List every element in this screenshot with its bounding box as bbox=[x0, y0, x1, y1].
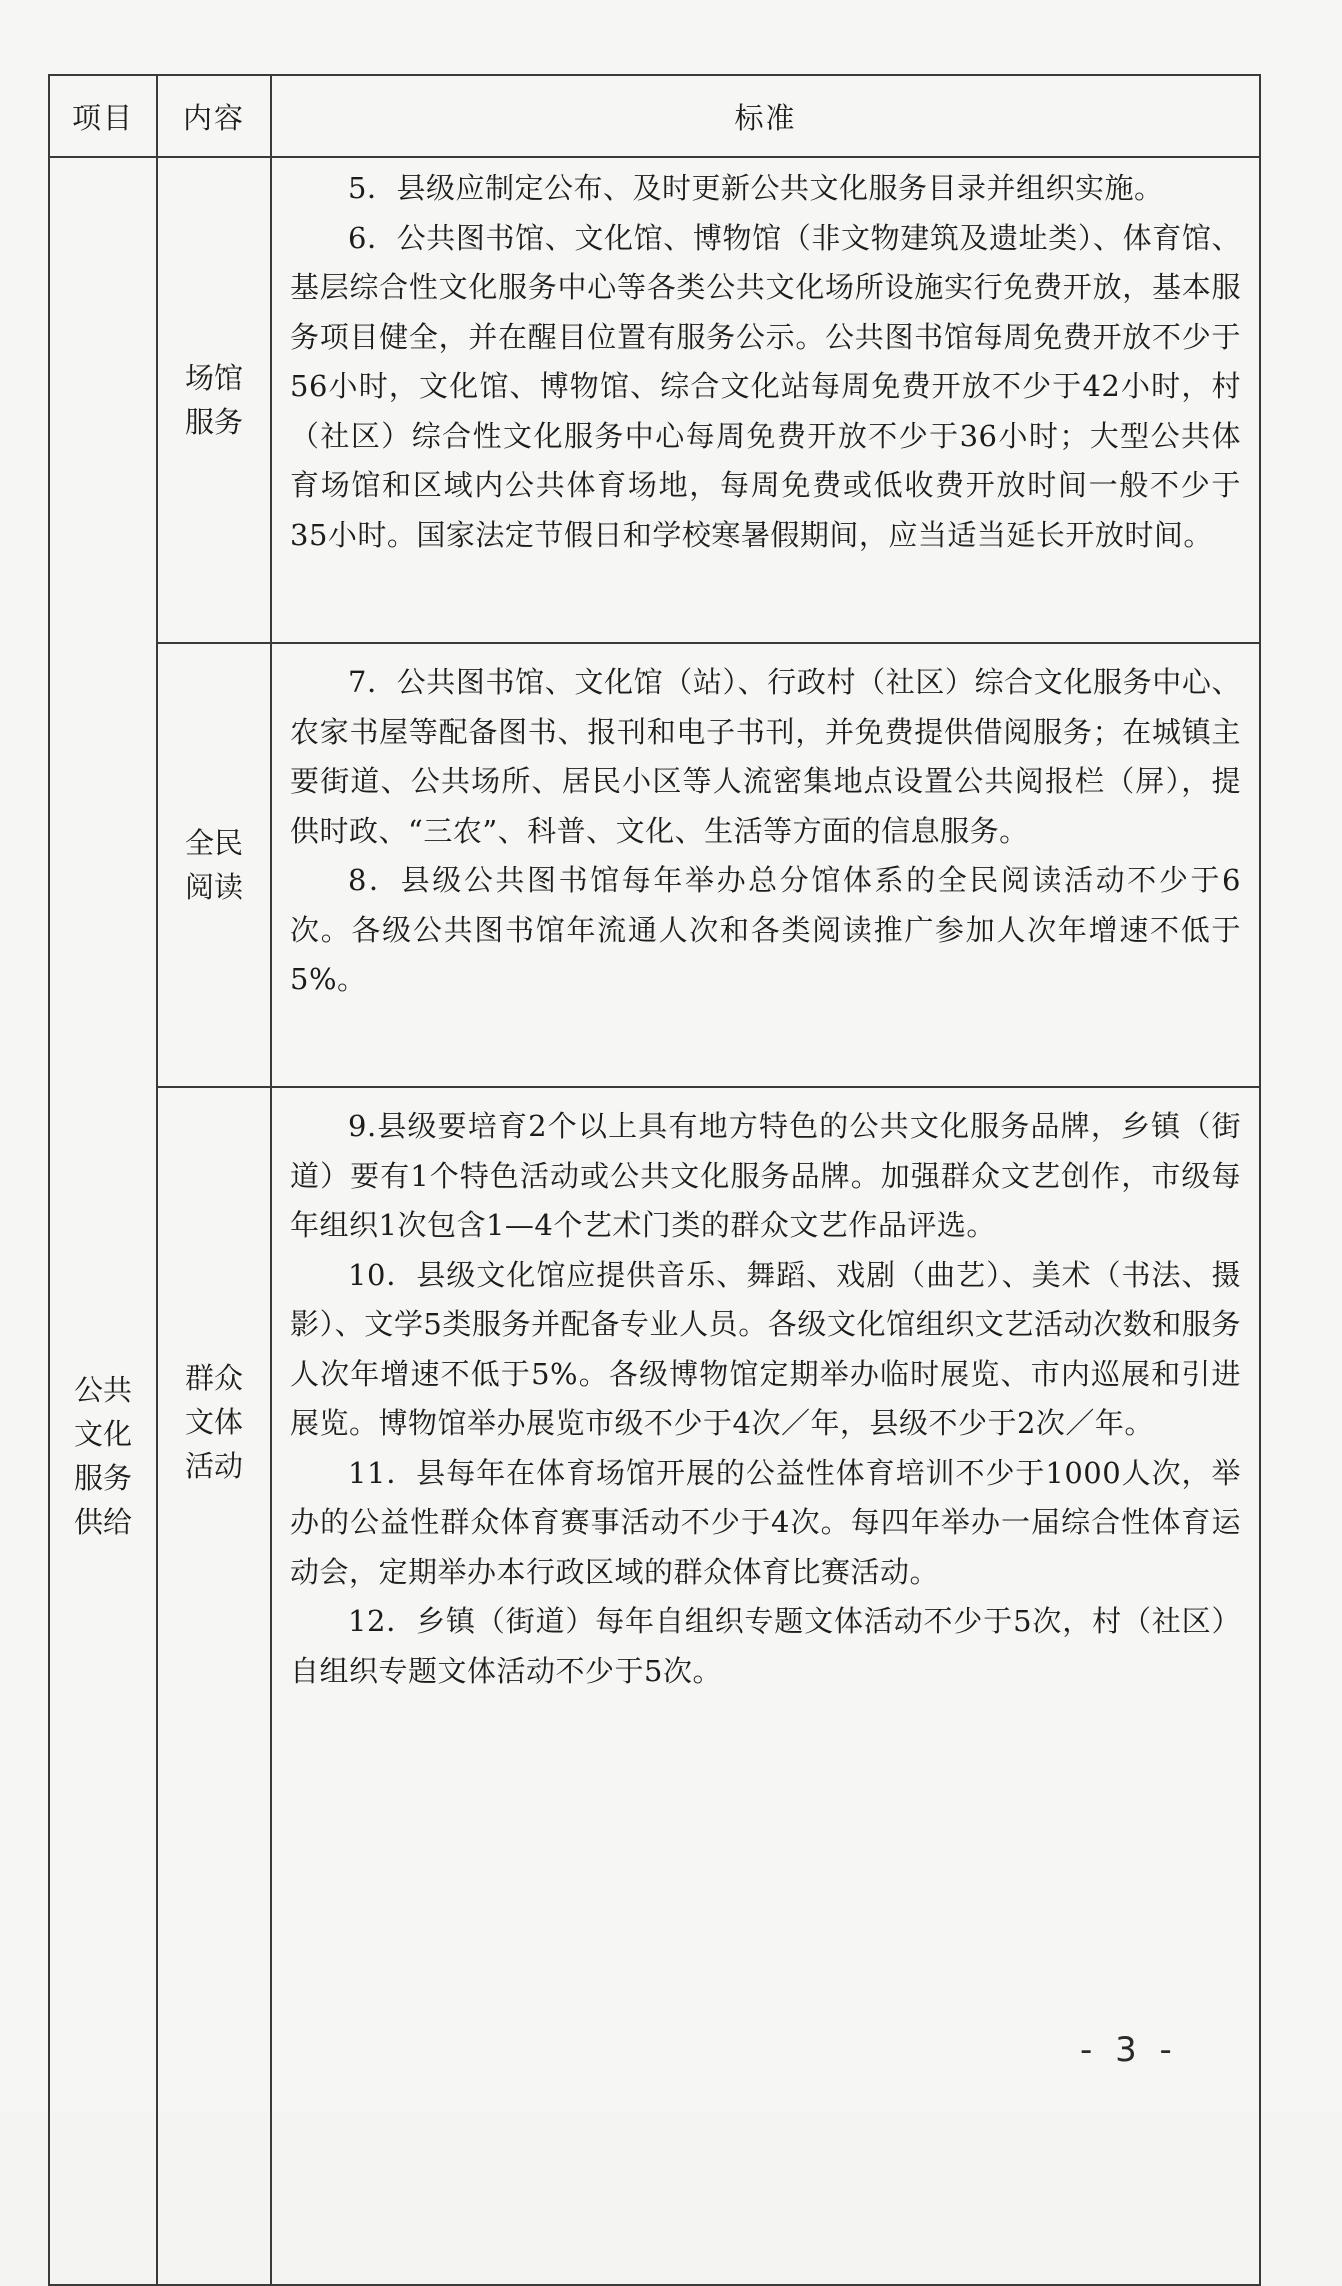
header-content: 内容 bbox=[157, 75, 271, 157]
item-cell-public-culture-supply bbox=[49, 157, 157, 2285]
table-header-row bbox=[49, 75, 1260, 157]
standard-cell-national-reading bbox=[271, 643, 1260, 1087]
header-item: 项目 bbox=[49, 75, 157, 157]
content-cell-national-reading bbox=[157, 643, 271, 1087]
item-label-line: 供给 bbox=[73, 1505, 132, 1539]
content-label-line: 活动 bbox=[184, 1449, 243, 1483]
standard-paragraph: 5．县级应制定公布、及时更新公共文化服务目录并组织实施。 bbox=[348, 171, 1164, 205]
standard-paragraph: 9.县级要培育2个以上具有地方特色的公共文化服务品牌，乡镇（街道）要有1个特色活动或公共文化服务品牌。加强群众文艺创作，市级每年组织1次包含1—4个艺术门类的群众文艺作品评选。 bbox=[290, 1109, 1241, 1242]
content-label-line: 群众 bbox=[184, 1361, 243, 1395]
header-standard: 标准 bbox=[271, 75, 1260, 157]
standard-cell-mass-activities bbox=[271, 1087, 1260, 2285]
table-row-mass-activities bbox=[49, 1087, 1260, 2285]
content-label-line: 全民 bbox=[184, 826, 243, 860]
content-label-line: 阅读 bbox=[184, 870, 243, 904]
standard-paragraph: 11．县每年在体育场馆开展的公益性体育培训不少于1000人次，举办的公益性群众体育赛事活动不少于4次。每四年举办一届综合性体育运动会，定期举办本行政区域的群众体育比赛活动。 bbox=[290, 1455, 1241, 1589]
item-label-line: 服务 bbox=[73, 1461, 132, 1495]
standard-paragraph: 10．县级文化馆应提供音乐、舞蹈、戏剧（曲艺）、美术（书法、摄影）、文学5类服务并配备专业人员。各级文化馆组织文艺活动次数和服务人次年增速不低于5%。各级博物馆定期举办临时展览、市内巡展和引进展览。博物馆举办展览市级不少于4次／年，县级不少于2次／年。 bbox=[290, 1257, 1241, 1440]
content-label-line: 场馆 bbox=[184, 361, 243, 395]
item-label-line: 文化 bbox=[73, 1417, 132, 1451]
standards-table bbox=[48, 74, 1261, 2286]
standard-paragraph: 12．乡镇（街道）每年自组织专题文体活动不少于5次，村（社区）自组织专题文体活动不少于5次。 bbox=[290, 1604, 1241, 1688]
page-number: - 3 - bbox=[1080, 2030, 1178, 2070]
content-cell-venue-service bbox=[157, 157, 271, 643]
standard-paragraph: 8．县级公共图书馆每年举办总分馆体系的全民阅读活动不少于6次。各级公共图书馆年流通人次和各类阅读推广参加人次年增速不低于5%。 bbox=[290, 863, 1241, 996]
content-cell-mass-activities bbox=[157, 1087, 271, 2285]
content-label-line: 服务 bbox=[184, 405, 243, 439]
content-label-line: 文体 bbox=[184, 1405, 243, 1439]
table-row-venue-service bbox=[49, 157, 1260, 643]
table-row-national-reading bbox=[49, 643, 1260, 1087]
item-label-line: 公共 bbox=[73, 1373, 132, 1407]
standard-paragraph: 6．公共图书馆、文化馆、博物馆（非文物建筑及遗址类）、体育馆、基层综合性文化服务中心等各类公共文化场所设施实行免费开放，基本服务项目健全，并在醒目位置有服务公示。公共图书馆每周免费开放不少于56小时，文化馆、博物馆、综合文化站每周免费开放不少于42小时，村（社区）综合性文化服务中心每周免费开放不少于36小时；大型公共体育场馆和区域内公共体育场地，每周免费或低收费开放时间一般不少于35小时。国家法定节假日和学校寒暑假期间，应当适当延长开放时间。 bbox=[290, 220, 1241, 552]
standard-paragraph: 7．公共图书馆、文化馆（站）、行政村（社区）综合文化服务中心、农家书屋等配备图书、报刊和电子书刊，并免费提供借阅服务；在城镇主要街道、公共场所、居民小区等人流密集地点设置公共阅报栏（屏），提供时政、“三农”、科普、文化、生活等方面的信息服务。 bbox=[290, 665, 1241, 848]
standard-cell-venue-service bbox=[271, 157, 1260, 643]
